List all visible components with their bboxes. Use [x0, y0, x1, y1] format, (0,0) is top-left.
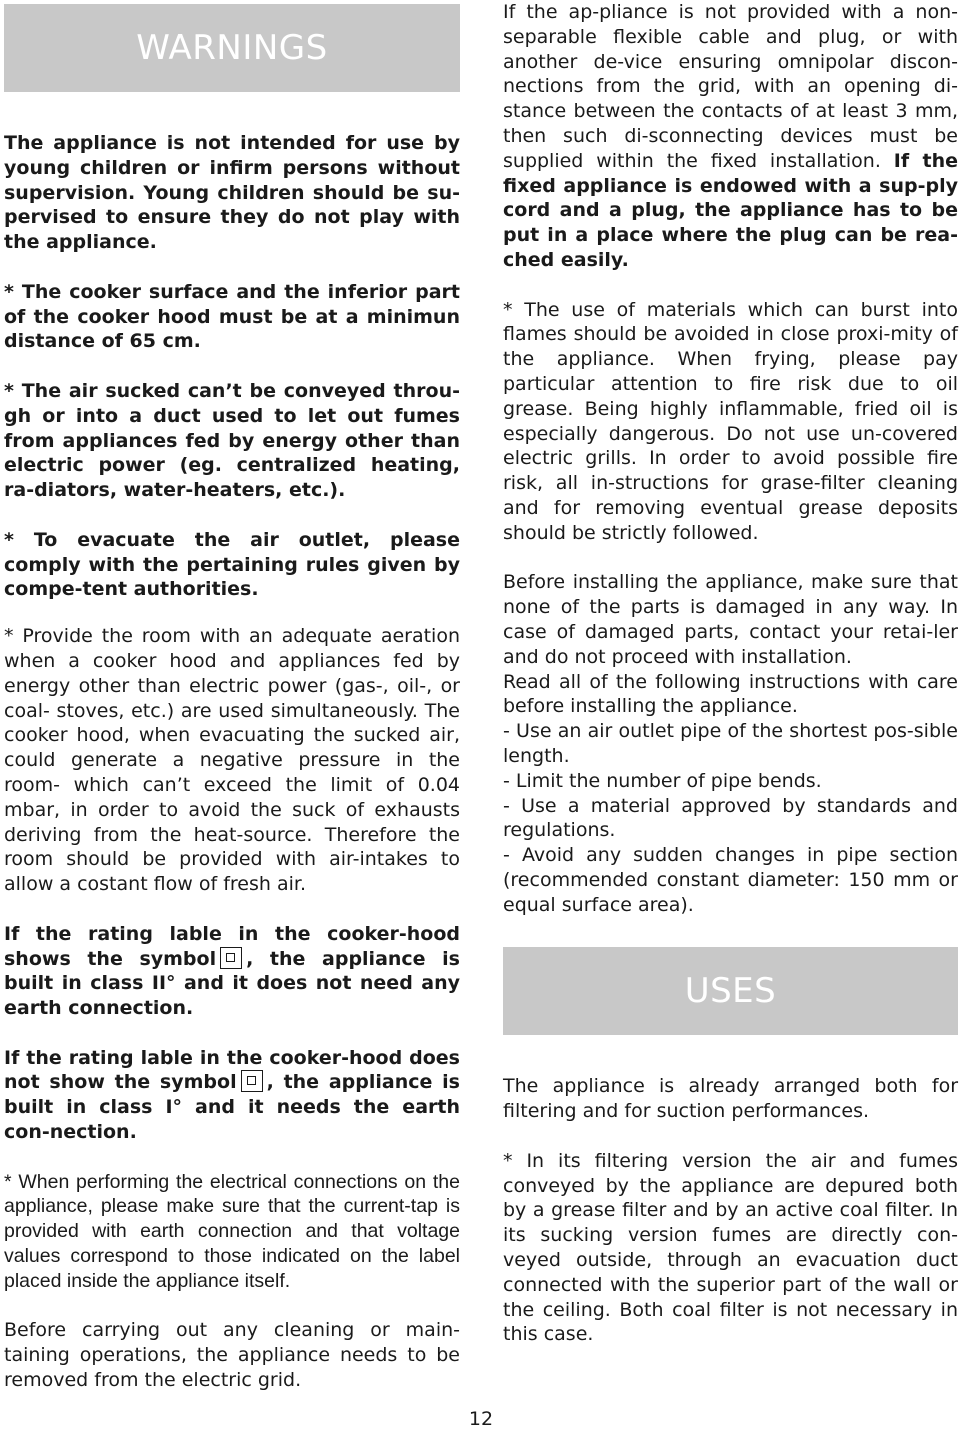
uses-title: USES: [684, 971, 777, 1012]
class-i-text-end: , the appliance is built in class I° and it needs the earth con-nection.: [4, 1071, 460, 1144]
page-number: 12: [468, 1408, 494, 1430]
list-item: - Use an air outlet pipe of the shortest pos-sible length.: [503, 720, 958, 767]
damage-check-note: Before installing the appliance, make sure that none of the parts is damaged in any way. In case of damaged parts, contact your retai-ler and do not proceed with installation.: [503, 571, 958, 668]
cable-note-bold: If the fixed appliance is endowed with a sup-ply cord and a plug, the appliance has to be put in a place where the plug can be rea-ched easily.: [503, 149, 958, 271]
class-ii-text-start: If the rating lable in the cooker-hood shows the symbol: [4, 922, 460, 970]
install-cable-note: [503, 0, 958, 273]
warnings-title: WARNINGS: [136, 27, 328, 68]
warning-class-ii: [4, 922, 460, 1021]
warning-class-i: [4, 1046, 460, 1145]
uses-header: [503, 947, 958, 1035]
warning-electrical: * When performing the electrical connections on the appliance, please make sure that the current-tap is provided with earth connection and that voltage values correspond to those indicated on the label placed inside the appliance itself.: [4, 1170, 460, 1292]
double-square-icon: [241, 1070, 263, 1092]
warning-duct: * The air sucked can’t be conveyed throu-gh or into a duct used to let out fumes from appliances fed by energy other than electric power (eg. centralized heating, ra-diators, water-heaters, etc.).: [4, 379, 460, 502]
double-square-icon: [220, 947, 242, 969]
uses-intro: The appliance is already arranged both for filtering and for suction performances.: [503, 1075, 958, 1123]
right-column: [503, 0, 958, 1347]
left-column: [4, 0, 460, 1393]
list-item: - Limit the number of pipe bends.: [503, 769, 822, 792]
fire-risk-note: * The use of materials which can burst into flames should be avoided in close proxi-mity of the appliance. When frying, please pay particular attention to fire risk due to oil grease. Being highly inflammable, fried oil is especially dangerous. Do not use un-covered electric grills. In order to avoid possible fire risk, all in-structions for grase-filter cleaning and for removing eventual grease deposits should be strictly followed.: [503, 298, 958, 544]
class-i-text-start: If the rating lable in the cooker-hood does not show the symbol: [4, 1046, 460, 1094]
cable-note-text: If the ap-pliance is not provided with a non-separable flexible cable and plug, or with another de-vice ensuring omnipolar discon-nections from the grid, with an opening di-stance between the contacts of at least 3 mm, then such di-sconnecting devices must be supplied within the fixed installation.: [503, 1, 958, 172]
warning-cleaning: Before carrying out any cleaning or main-taining operations, the appliance needs to be removed from the electric grid.: [4, 1319, 460, 1392]
uses-versions: * In its filtering version the air and fumes conveyed by the appliance are depured both by a grease filter and by an active coal filter. In its sucking version fumes are directly con-veyed outside, through an evacuation duct connected with the superior part of the wall or the ceiling. Both coal filter is not necessary in this case.: [503, 1149, 958, 1346]
warning-distance: * The cooker surface and the inferior part of the cooker hood must be at a minimun distance of 65 cm.: [4, 280, 460, 353]
warnings-header: [4, 4, 460, 92]
list-item: - Avoid any sudden changes in pipe section (recommended constant diameter: 150 mm or equal surface area).: [503, 844, 958, 916]
class-ii-text-end: , the appliance is built in class II° and it does not need any earth connection.: [4, 947, 460, 1020]
warning-aeration: * Provide the room with an adequate aeration when a cooker hood and appliances fed by energy other than electric power (gas-, oil-, or coal- stoves, etc.) are used simultaneously. The cooker hood, when evacuating the sucked air, could generate a negative pressure in the room- which can’t exceed the limit of 0.04 mbar, in order to avoid the suck of exhausts deriving from the heat-source. Therefore the room should be provided with air-intakes to allow a costant flow of fresh air.: [4, 625, 460, 896]
warning-supervision: The appliance is not intended for use by young children or infirm persons without supervision. Young children should be su-pervised to ensure they do not play with the appliance.: [4, 132, 460, 254]
read-instructions-note: Read all of the following instructions with care before installing the appliance.: [503, 670, 958, 718]
list-item: - Use a material approved by standards and regulations.: [503, 794, 958, 842]
warning-authorities: * To evacuate the air outlet, please comply with the pertaining rules given by compe-tent authorities.: [4, 528, 460, 601]
